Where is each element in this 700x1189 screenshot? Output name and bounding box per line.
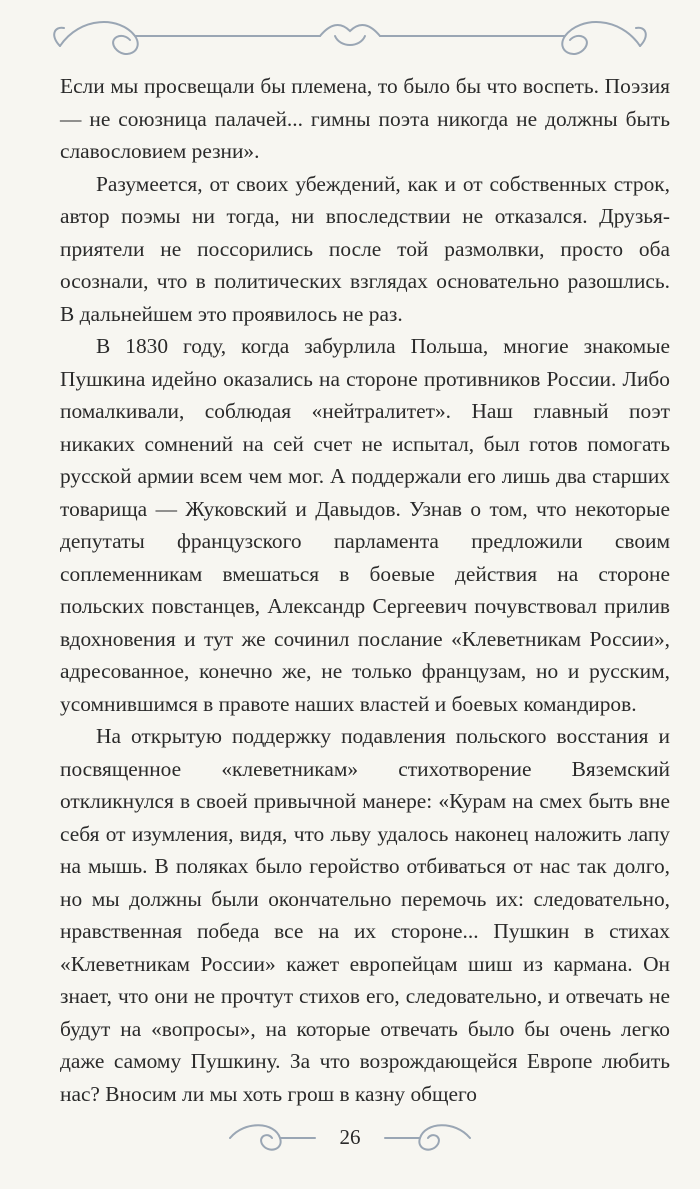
text-body: [60, 70, 670, 1110]
paragraph-3: В 1830 году, когда забурлила Польша, многие знакомые Пушкина идейно оказались на стороне противников России. Либо помалкивали, соблюдая «нейтралитет». Наш главный поэт никаких сомнений на сей счет не испытал, был готов помогать русской армии всем чем мог. А поддержали его лишь два старших товарища — Жуковский и Давыдов. Узнав о том, что некоторые депутаты французского парламента предложили своим соплеменникам вмешаться в боевые действия на стороне польских повстанцев, Александр Сергеевич почувствовал прилив вдохновения и тут же сочинил послание «Клеветникам России», адресованное, конечно же, не только французам, но и русским, усомнившимся в правоте наших властей и боевых командиров.: [60, 334, 670, 716]
flourish-ornament-icon: [40, 6, 660, 66]
top-ornament: [40, 6, 660, 66]
paragraph-4: На открытую поддержку подавления польского восстания и посвященное «клеветникам» стихотворение Вяземский откликнулся в своей привычной манере: «Курам на смех быть вне себя от изумления, видя, что льву удалось наконец наложить лапу на мышь. В поляках было геройство отбиваться от нас так долго, но мы должны были окончательно перемочь их: следовательно, нравственная победа все на их стороне... Пушкин в стихах «Клеветникам России» кажет европейцам шиш из кармана. Он знает, что они не прочтут стихов его, следовательно, и отвечать не будут на «вопросы», на которые отвечать было бы очень легко даже самому Пушкину. За что возрождающейся Европе любить нас? Вносим ли мы хоть грош в казну общего: [60, 724, 670, 1106]
page-number: 26: [339, 1125, 361, 1149]
paragraph-2: Разумеется, от своих убеждений, как и от собственных строк, автор поэмы ни тогда, ни впоследствии не отказался. Друзья-приятели не поссорились после той размолвки, просто оба осознали, что в политических взглядах основательно разошлись. В дальнейшем это проявилось не раз.: [60, 171, 670, 326]
paragraph-1: Если мы просвещали бы племена, то было бы что воспеть. Поэзия — не союзница палачей... гимны поэта никогда не должны быть славословием резни».: [60, 74, 670, 163]
